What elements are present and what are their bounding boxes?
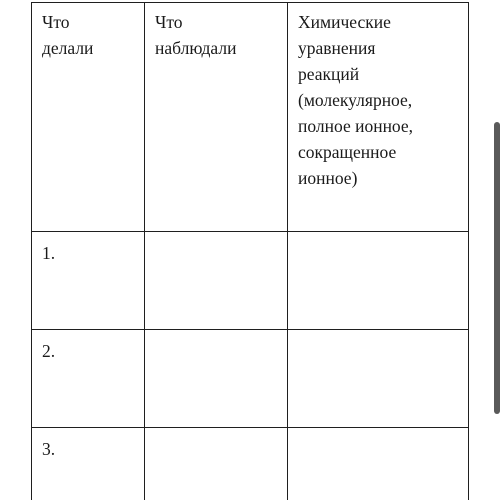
header-text: полное ионное, [298,116,414,136]
table-cell [288,232,469,330]
table-row [32,330,469,428]
header-cell-equations [288,3,469,232]
table-cell [145,232,288,330]
table-row [32,232,469,330]
table-cell: 3. [32,428,145,500]
header-cell-what-done [32,3,145,232]
header-text: Что [42,12,70,32]
table-cell: 1. [32,232,145,330]
header-text: (молекулярное, [298,90,413,110]
header-text: наблюдали [155,38,237,58]
header-text: уравнения [298,38,376,58]
table-cell [288,330,469,428]
header-cell-what-observed [145,3,288,232]
table-cell [145,428,288,500]
table-cell [288,428,469,500]
header-text: сокращенное [298,142,397,162]
table-header-row [32,3,469,232]
vertical-scrollbar[interactable] [494,122,500,414]
table-cell: 2. [32,330,145,428]
header-text: реакций [298,64,360,84]
header-text: ионное) [298,168,358,188]
experiment-table [31,2,469,500]
header-text: Что [155,12,183,32]
header-text: Химические [298,12,391,32]
table-row [32,428,469,500]
header-text: делали [42,38,94,58]
table-cell [145,330,288,428]
